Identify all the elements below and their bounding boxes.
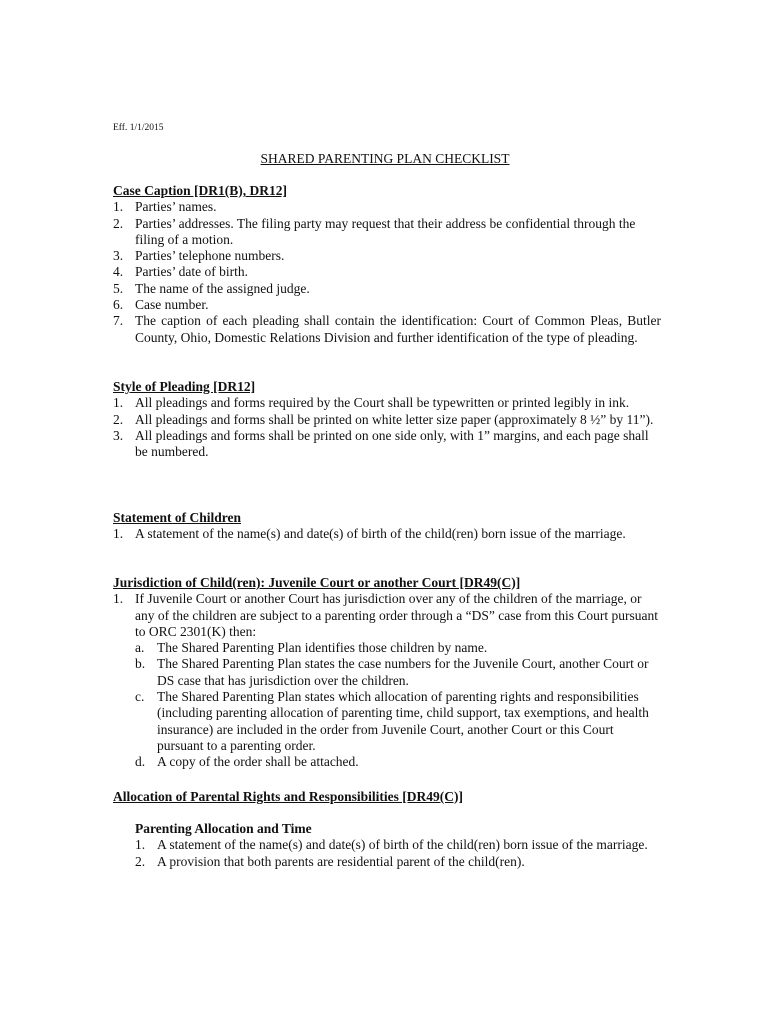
statement-of-children-heading: Statement of Children [113,510,241,525]
list-item [135,837,661,853]
sublist-item [135,640,661,656]
item-text: All pleadings and forms shall be printed on one side only, with 1” margins, and each page shall be numbered. [135,427,649,460]
statement-of-children-section [113,510,661,543]
item-text: The Shared Parenting Plan states which allocation of parenting rights and responsibilities (including parenting allocation of parenting time, child support, tax exemptions, and health insurance) are included in the order from Juvenile Court, another Court or this Court pursuant to a parenting order. [157,689,649,753]
parenting-allocation-section [135,821,661,870]
list-item [113,313,661,346]
list-item [113,526,661,542]
item-number: 4. [113,264,124,280]
parenting-allocation-list [135,837,661,870]
list-item [113,199,661,215]
item-number: 3. [113,248,124,264]
item-number: 2. [113,215,124,231]
statement-of-children-list [113,526,661,542]
item-text: Parties’ names. [135,199,217,215]
item-number: 1. [113,591,124,607]
list-item [113,281,661,297]
item-number: 6. [113,297,124,313]
item-text: The caption of each pleading shall contain the identification: Court of Common Pleas, Butler County, Ohio, Domestic Relations Division and further identification of the type of pleading. [135,313,661,345]
item-number: 2. [135,853,146,869]
jurisdiction-heading: Jurisdiction of Child(ren): Juvenile Court or another Court [DR49(C)] [113,575,521,590]
jurisdiction-sublist [135,640,661,770]
item-number: 1. [113,526,124,542]
item-text: The Shared Parenting Plan states the case numbers for the Juvenile Court, another Court or DS case that has jurisdiction over the children. [157,656,649,688]
item-text: Parties’ addresses. The filing party may request that their address be confidential through the filing of a motion. [135,215,636,247]
sublist-item [135,754,661,770]
item-number: 5. [113,280,124,296]
style-of-pleading-section [113,379,661,460]
list-item [113,395,661,411]
item-number: 1. [113,395,124,411]
item-letter: b. [135,656,146,672]
style-of-pleading-heading: Style of Pleading [DR12] [113,379,256,394]
item-text: All pleadings and forms shall be printed on white letter size paper (approximately 8 ½” by 11”). [135,411,654,427]
style-of-pleading-list [113,395,661,460]
item-text: Parties’ telephone numbers. [135,248,285,264]
sublist-item [135,656,661,689]
list-item [113,428,661,461]
list-item [113,248,661,264]
item-text: The name of the assigned judge. [135,280,310,296]
case-caption-heading: Case Caption [DR1(B), DR12] [113,183,287,198]
item-text: A statement of the name(s) and date(s) of birth of the child(ren) born issue of the marriage. [157,837,648,853]
allocation-section [113,789,661,805]
effective-date: Eff. 1/1/2015 [113,123,164,133]
list-item [135,854,661,870]
item-text: The Shared Parenting Plan identifies those children by name. [157,640,488,656]
item-text: If Juvenile Court or another Court has jurisdiction over any of the children of the marriage, or any of the children are subject to a parenting order through a “DS” case from this Court pursuant to ORC 2301(K) then: [135,591,658,639]
case-caption-section [113,183,661,346]
list-item [113,264,661,280]
item-text: Case number. [135,297,209,313]
item-text: Parties’ date of birth. [135,264,248,280]
item-number: 3. [113,427,124,443]
list-item [113,412,661,428]
list-item [113,591,661,770]
sublist-item [135,689,661,754]
item-number: 1. [135,837,146,853]
page-title: SHARED PARENTING PLAN CHECKLIST [260,151,510,166]
item-text: A statement of the name(s) and date(s) of birth of the child(ren) born issue of the marriage. [135,526,626,542]
jurisdiction-section [113,575,661,771]
item-text: A provision that both parents are residential parent of the child(ren). [157,853,525,869]
item-number: 7. [113,313,124,329]
item-letter: d. [135,754,146,770]
item-text: All pleadings and forms required by the Court shall be typewritten or printed legibly in ink. [135,395,630,411]
list-item [113,216,661,249]
item-number: 1. [113,199,124,215]
jurisdiction-list [113,591,661,770]
item-text: A copy of the order shall be attached. [157,754,359,770]
case-caption-list [113,199,661,346]
parenting-allocation-heading: Parenting Allocation and Time [135,821,312,836]
item-letter: c. [135,689,145,705]
allocation-heading: Allocation of Parental Rights and Responsibilities [DR49(C)] [113,789,464,804]
list-item [113,297,661,313]
item-letter: a. [135,640,145,656]
item-number: 2. [113,411,124,427]
